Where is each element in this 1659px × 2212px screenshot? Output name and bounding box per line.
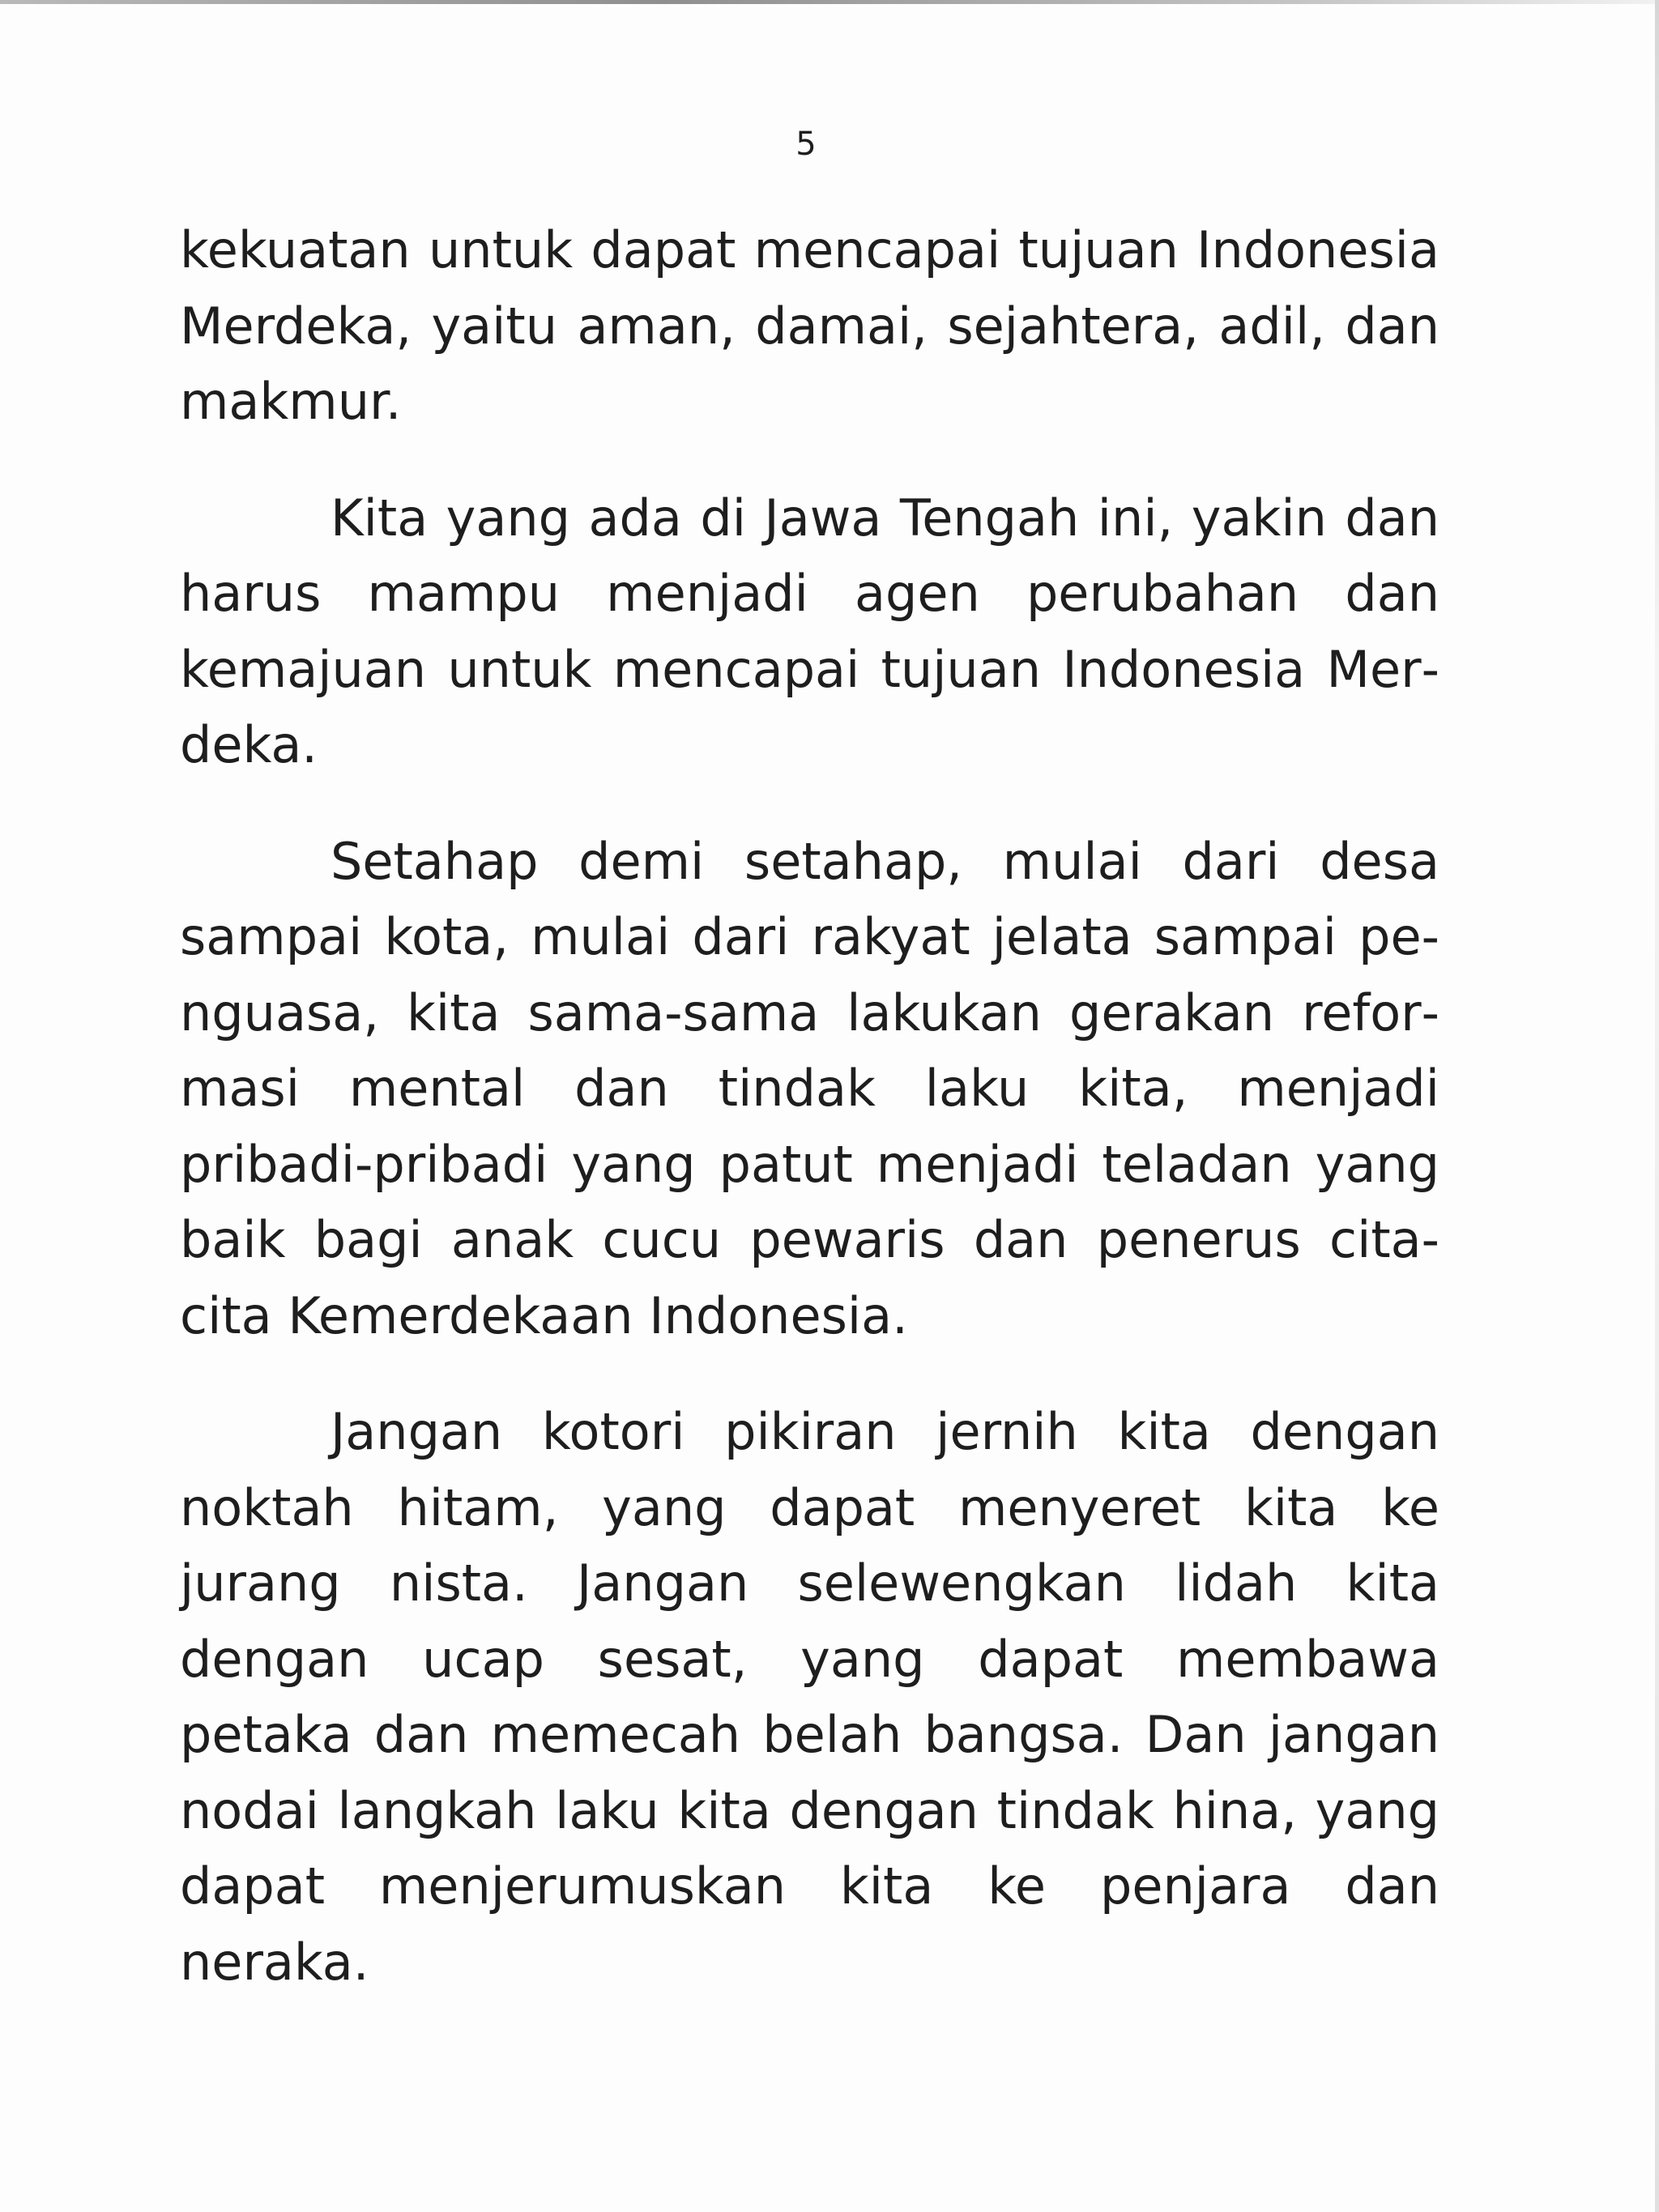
scan-edge-top — [0, 0, 1659, 4]
paragraph-2: Kita yang ada di Jawa Tengah ini, yakin dan harus mampu menjadi agen perubahan dan kemajuan untuk mencapai tujuan Indonesia Merdeka. — [180, 488, 1439, 774]
paragraph-1: kekuatan untuk dapat mencapai tujuan Indonesia Merdeka, yaitu aman, damai, sejahtera, adil, dan makmur. — [180, 220, 1439, 431]
page-number: 5 — [795, 126, 817, 163]
paragraph-4: Jangan kotori pikiran jernih kita dengan noktah hitam, yang dapat menyeret kita ke jurang nista. Jangan selewengkan lidah kita dengan ucap sesat, yang dapat membawa petaka dan memecah belah bangsa. Dan jangan nodai langkah laku kita dengan tindak hina, yang dapat menjerumuskan kita ke penjara dan neraka. — [180, 1402, 1439, 1992]
scan-edge-right — [1655, 0, 1659, 2212]
body-text — [180, 212, 1439, 2040]
paragraph-3: Setahap demi setahap, mulai dari desa sampai kota, mulai dari rakyat jelata sampai penguasa, kita sama-sama lakukan gerakan reformasi mental dan tindak laku kita, menjadi pribadi-pribadi yang patut menjadi teladan yang baik bagi anak cucu pewaris dan penerus cita-cita Kemerdekaan Indonesia. — [180, 831, 1439, 1345]
